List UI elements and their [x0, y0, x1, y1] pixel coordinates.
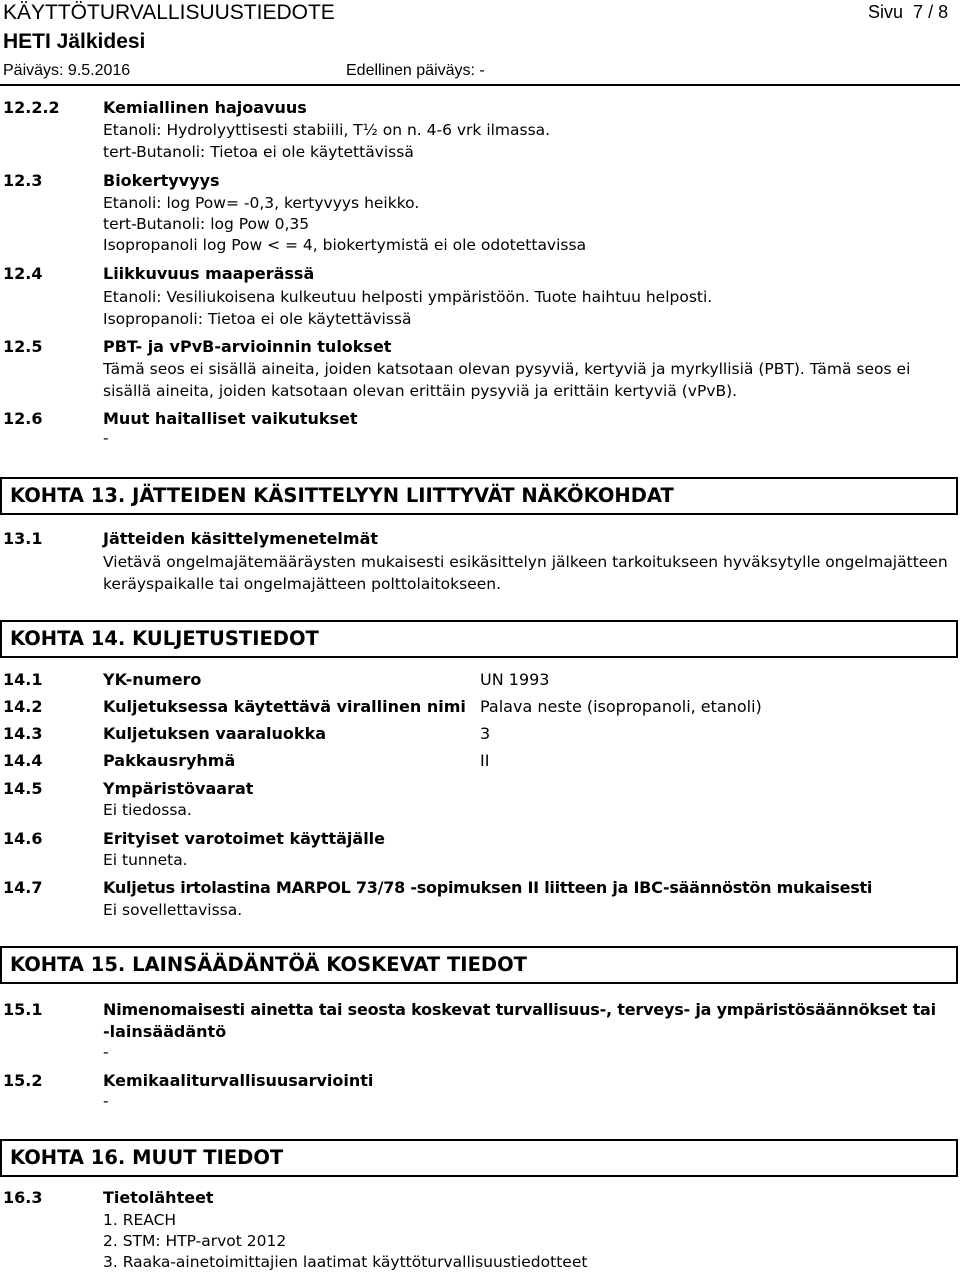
body-line: Isopropanoli: Tietoa ei ole käytettävissä	[103, 310, 412, 328]
section-title: Liikkuvuus maaperässä	[103, 264, 315, 283]
section-title: YK-numero	[103, 670, 202, 689]
section-title-continued: -lainsäädäntö	[103, 1022, 227, 1041]
section-number: 12.2.2	[3, 98, 60, 117]
shipping-name-value: Palava neste (isopropanoli, etanoli)	[480, 697, 762, 716]
previous-date: Edellinen päiväys: -	[346, 62, 485, 79]
section-number: 15.1	[3, 1000, 43, 1019]
section-number: 12.6	[3, 409, 43, 428]
section-number: 15.2	[3, 1071, 43, 1090]
body-line: Etanoli: log Pow= -0,3, kertyvyys heikko.	[103, 194, 420, 212]
section-number: 14.4	[3, 751, 43, 770]
section-title: Kemikaaliturvallisuusarviointi	[103, 1071, 374, 1090]
hazard-class-value: 3	[480, 724, 491, 743]
body-line: -	[103, 429, 109, 447]
section-number: 14.7	[3, 878, 43, 897]
body-line: Ei tunneta.	[103, 851, 188, 869]
body-line: tert-Butanoli: log Pow 0,35	[103, 215, 310, 233]
section-number: 12.4	[3, 264, 43, 283]
section-number: 16.3	[3, 1188, 43, 1207]
page-current: 7	[913, 2, 924, 22]
section-number: 14.1	[3, 670, 43, 689]
section-title: Tietolähteet	[103, 1188, 214, 1207]
section-title: Kemiallinen hajoavuus	[103, 98, 307, 117]
product-name: HETI Jälkidesi	[3, 30, 146, 53]
page-total: 8	[938, 2, 949, 22]
un-number-value: UN 1993	[480, 670, 550, 689]
section-heading-14: KOHTA 14. KULJETUSTIEDOT	[0, 620, 958, 658]
body-line: Etanoli: Hydrolyyttisesti stabiili, T½ on n. 4-6 vrk ilmassa.	[103, 121, 551, 139]
section-number: 12.5	[3, 337, 43, 356]
section-title: Ympäristövaarat	[103, 779, 254, 798]
section-heading-15: KOHTA 15. LAINSÄÄDÄNTÖÄ KOSKEVAT TIEDOT	[0, 946, 958, 984]
section-title: Nimenomaisesti ainetta tai seosta koskevat turvallisuus-, terveys- ja ympäristösäännökset tai	[103, 1000, 936, 1019]
header-divider	[0, 84, 960, 86]
document-title: KÄYTTÖTURVALLISUUSTIEDOTE	[3, 1, 335, 24]
body-line: Vietävä ongelmajätemääräysten mukaisesti esikäsittelyn jälkeen tarkoitukseen hyväksytylle ongelmajätteen	[103, 553, 948, 571]
section-number: 14.5	[3, 779, 43, 798]
section-number: 14.6	[3, 829, 43, 848]
body-line: Ei tiedossa.	[103, 801, 192, 819]
issue-date: Päiväys: 9.5.2016	[3, 62, 131, 79]
page-label: Sivu	[868, 2, 904, 22]
section-title: Biokertyvyys	[103, 171, 220, 190]
body-line: Tämä seos ei sisällä aineita, joiden katsotaan olevan pysyviä, kertyviä ja myrkyllisiä (PBT). Tämä seos ei	[103, 360, 911, 378]
section-number: 12.3	[3, 171, 43, 190]
section-number: 14.2	[3, 697, 43, 716]
section-title: Muut haitalliset vaikutukset	[103, 409, 358, 428]
section-heading-13: KOHTA 13. JÄTTEIDEN KÄSITTELYYN LIITTYVÄT NÄKÖKOHDAT	[0, 477, 958, 515]
body-line: Etanoli: Vesiliukoisena kulkeutuu helposti ympäristöön. Tuote haihtuu helposti.	[103, 288, 713, 306]
section-number: 14.3	[3, 724, 43, 743]
body-line: tert-Butanoli: Tietoa ei ole käytettävissä	[103, 143, 414, 161]
body-line: -	[103, 1043, 109, 1061]
page-separator: /	[928, 2, 934, 22]
body-line: Ei sovellettavissa.	[103, 901, 243, 919]
section-title: Erityiset varotoimet käyttäjälle	[103, 829, 386, 848]
body-line: -	[103, 1092, 109, 1110]
section-title: Kuljetuksen vaaraluokka	[103, 724, 326, 743]
section-title: Jätteiden käsittelymenetelmät	[103, 529, 379, 548]
section-number: 13.1	[3, 529, 43, 548]
source-item: 3. Raaka-ainetoimittajien laatimat käyttöturvallisuustiedotteet	[103, 1253, 588, 1271]
section-heading-16: KOHTA 16. MUUT TIEDOT	[0, 1139, 958, 1177]
section-title: Kuljetuksessa käytettävä virallinen nimi	[103, 697, 466, 716]
section-title: PBT- ja vPvB-arvioinnin tulokset	[103, 337, 392, 356]
section-title: Kuljetus irtolastina MARPOL 73/78 -sopimuksen II liitteen ja IBC-säännöstön mukaisesti	[103, 878, 873, 897]
body-line: sisällä aineita, joiden katsotaan olevan erittäin pysyviä ja erittäin kertyviä (vPvB).	[103, 382, 738, 400]
section-title: Pakkausryhmä	[103, 751, 236, 770]
source-item: 2. STM: HTP-arvot 2012	[103, 1232, 287, 1250]
page-number	[868, 2, 948, 23]
body-line: Isopropanoli log Pow < = 4, biokertymistä ei ole odotettavissa	[103, 236, 587, 254]
body-line: keräyspaikalle tai ongelmajätteen polttolaitokseen.	[103, 575, 501, 593]
source-item: 1. REACH	[103, 1211, 177, 1229]
packing-group-value: II	[480, 751, 490, 770]
